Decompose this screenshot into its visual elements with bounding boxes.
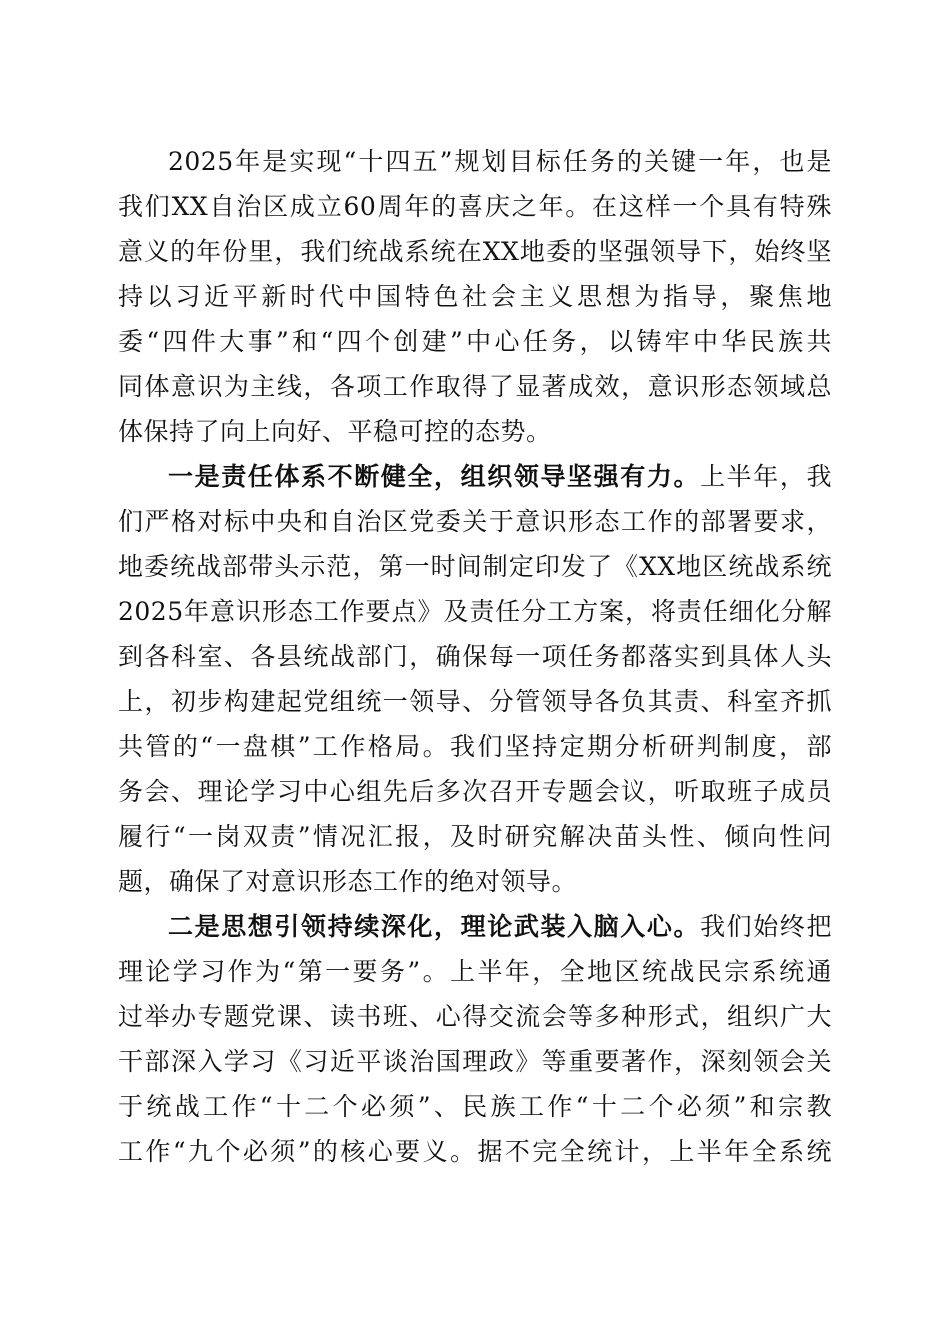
paragraph-1-line-3: 意义的年份里，我们统战系统在XX地委的坚强领导下，始终坚 — [118, 237, 832, 266]
paragraph-2-line-1-body: 上半年，我 — [700, 462, 832, 491]
paragraph-2-line-1 — [168, 455, 832, 499]
paragraph-3-line-3: 过举办专题党课、读书班、心得交流会等多种形式，组织广大 — [118, 1002, 832, 1031]
paragraph-2-line-6: 上，初步构建起党组统一领导、分管领导各负其责、科室齐抓 — [118, 687, 832, 716]
paragraph-1-line-5: 委“四件大事”和“四个创建”中心任务，以铸牢中华民族共 — [118, 327, 832, 356]
paragraph-2-line-5: 到各科室、各县统战部门，确保每一项任务都落实到具体人头 — [118, 642, 832, 671]
paragraph-3-heading: 二是思想引领持续深化，理论武装入脑入心。 — [168, 912, 701, 941]
paragraph-2-line-7: 共管的“一盘棋”工作格局。我们坚持定期分析研判制度，部 — [118, 732, 832, 761]
paragraph-1-line-4: 持以习近平新时代中国特色社会主义思想为指导，聚焦地 — [118, 282, 832, 311]
paragraph-2-line-2: 们严格对标中央和自治区党委关于意识形态工作的部署要求， — [118, 507, 832, 536]
paragraph-3-line-6: 工作“九个必须”的核心要义。据不完全统计，上半年全系统 — [118, 1137, 832, 1166]
paragraph-2-heading: 一是责任体系不断健全，组织领导坚强有力。 — [168, 462, 701, 491]
paragraph-3-line-2: 理论学习作为“第一要务”。上半年，全地区统战民宗系统通 — [118, 957, 832, 986]
paragraph-1-line-7: 体保持了向上向好、平稳可控的态势。 — [118, 417, 552, 446]
paragraph-2-line-10: 题，确保了对意识形态工作的绝对领导。 — [118, 867, 578, 896]
paragraph-3-line-4: 干部深入学习《习近平谈治国理政》等重要著作，深刻领会关 — [118, 1047, 832, 1076]
paragraph-2-line-8: 务会、理论学习中心组先后多次召开专题会议，听取班子成员 — [118, 777, 832, 806]
paragraph-2-line-9: 履行“一岗双责”情况汇报，及时研究解决苗头性、倾向性问 — [118, 822, 832, 851]
paragraph-2-line-3: 地委统战部带头示范，第一时间制定印发了《XX地区统战系统 — [118, 552, 832, 581]
paragraph-3-line-1-body: 我们始终把 — [700, 912, 832, 941]
paragraph-3-line-5: 于统战工作“十二个必须”、民族工作“十二个必须”和宗教 — [118, 1092, 832, 1121]
paragraph-3-line-1 — [168, 905, 832, 949]
paragraph-1-line-1: 2025年是实现“十四五”规划目标任务的关键一年，也是 — [168, 147, 832, 176]
paragraph-1-line-2: 我们XX自治区成立60周年的喜庆之年。在这样一个具有特殊 — [118, 192, 832, 221]
paragraph-2-line-4: 2025年意识形态工作要点》及责任分工方案，将责任细化分解 — [118, 597, 832, 626]
paragraph-1-line-6: 同体意识为主线，各项工作取得了显著成效，意识形态领域总 — [118, 372, 832, 401]
